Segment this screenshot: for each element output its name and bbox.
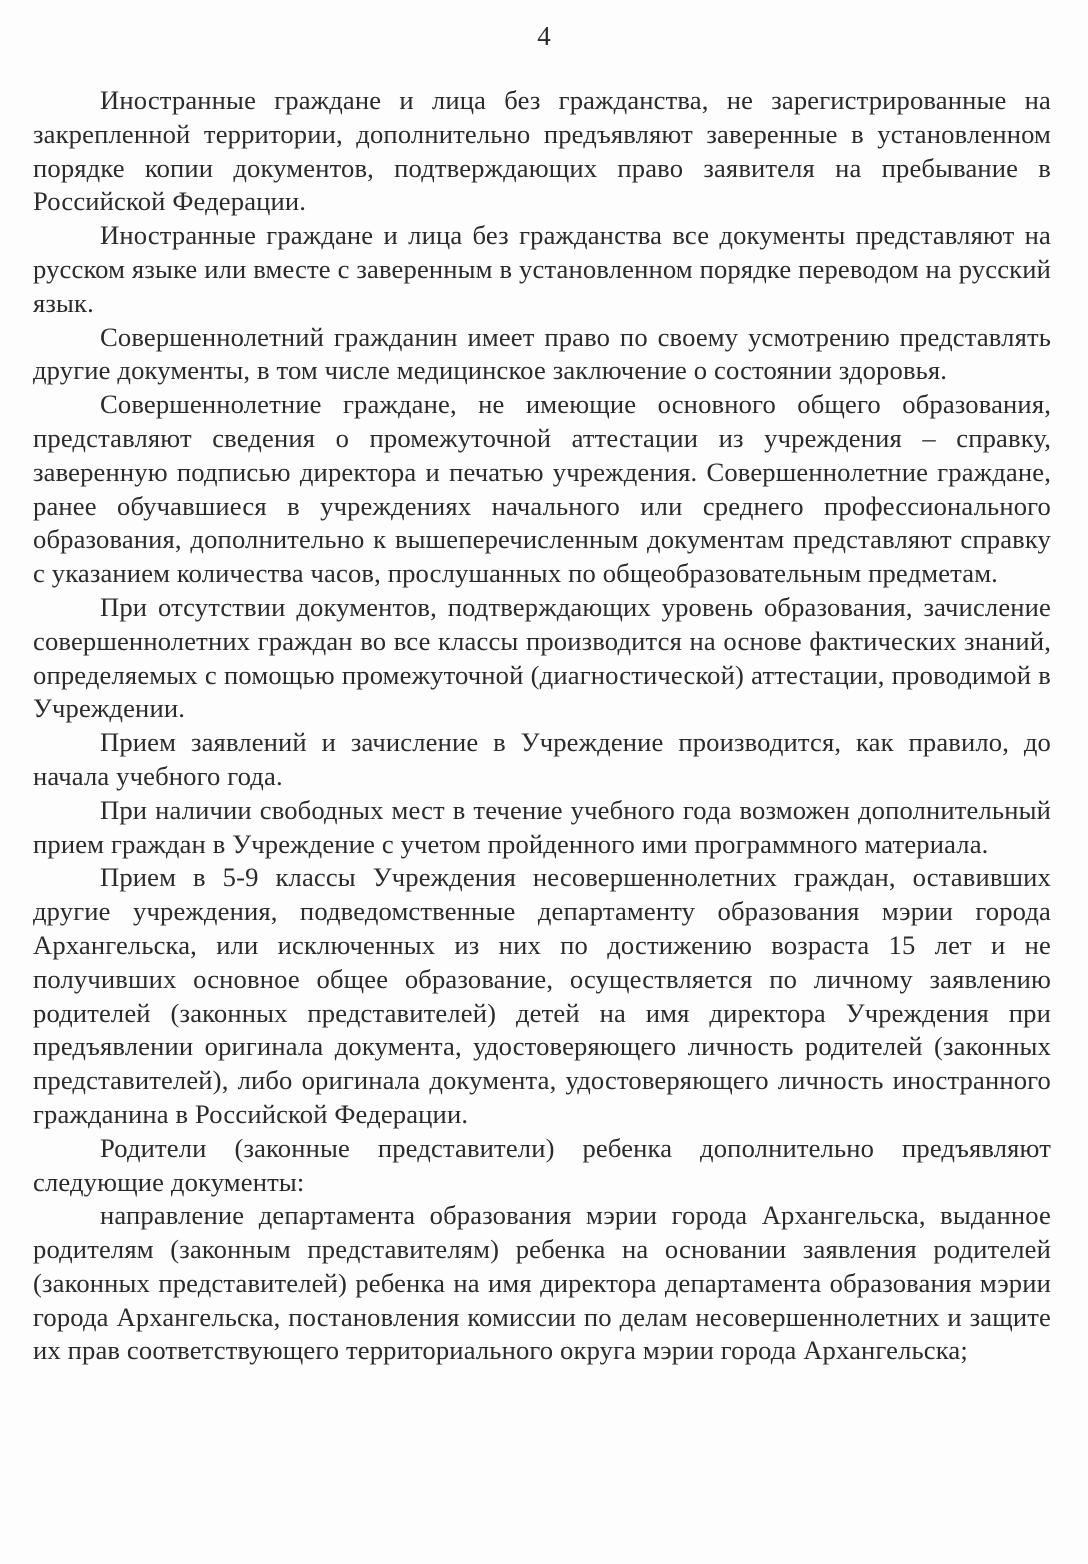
paragraph-admission-grades-5-9: Прием в 5-9 классы Учреждения несовершеннолетних граждан, оставивших другие учреждения, подведомственные департаменту образования мэрии города Архангельска, или исключенных из них по достижению возраста 15 лет и не получивших основное общее образование, осуществляется по личному заявлению родителей (законных представителей) детей на имя директора Учреждения при предъявлении оригинала документа, удостоверяющего личность родителей (законных представителей), либо оригинала документа, удостоверяющего личность иностранного гражданина в Российской Федерации. (33, 862, 1051, 1129)
paragraph-adult-other-documents: Совершеннолетний гражданин имеет право по своему усмотрению представлять другие документы, в том числе медицинское заключение о состоянии здоровья. (33, 321, 1051, 386)
paragraph-parents-documents: Родители (законные представители) ребенка дополнительно предъявляют следующие документы: (33, 1132, 1051, 1197)
page-number: 4 (537, 21, 551, 51)
paragraph-department-referral: направление департамента образования мэрии города Архангельска, выданное родителям (законным представителям) ребенка на основании заявления родителей (законных представителей) ребенка на имя директора департамента образования мэрии города Архангельска, постановления комиссии по делам несовершеннолетних и защите их прав соответствующего территориального округа мэрии города Архангельска; (33, 1200, 1051, 1366)
paragraph-admission-timing: Прием заявлений и зачисление в Учреждение производится, как правило, до начала учебного года. (33, 727, 1051, 791)
paragraph-additional-admission: При наличии свободных мест в течение учебного года возможен дополнительный прием граждан в Учреждение с учетом пройденного ими программного материала. (33, 794, 1051, 859)
paragraph-foreign-citizens-registration: Иностранные граждане и лица без гражданства, не зарегистрированные на закрепленной территории, дополнительно предъявляют заверенные в установленном порядке копии документов, подтверждающих право заявителя на пребывание в Российской Федерации. (33, 85, 1051, 217)
paragraph-foreign-citizens-language: Иностранные граждане и лица без гражданства все документы представляют на русском языке или вместе с заверенным в установленном порядке переводом на русский язык. (33, 220, 1051, 318)
document-body (33, 84, 1051, 1368)
paragraph-no-education-documents: При отсутствии документов, подтверждающих уровень образования, зачисление совершеннолетних граждан во все классы производится на основе фактических знаний, определяемых с помощью промежуточной (диагностической) аттестации, проводимой в Учреждении. (33, 591, 1051, 724)
paragraph-adults-without-education: Совершеннолетние граждане, не имеющие основного общего образования, представляют сведения о промежуточной аттестации из учреждения – справку, заверенную подписью директора и печатью учреждения. Совершеннолетние граждане, ранее обучавшиеся в учреждениях начального или среднего профессионального образования, дополнительно к вышеперечисленным документам представляют справку с указанием количества часов, прослушанных по общеобразовательным предметам. (33, 389, 1051, 589)
